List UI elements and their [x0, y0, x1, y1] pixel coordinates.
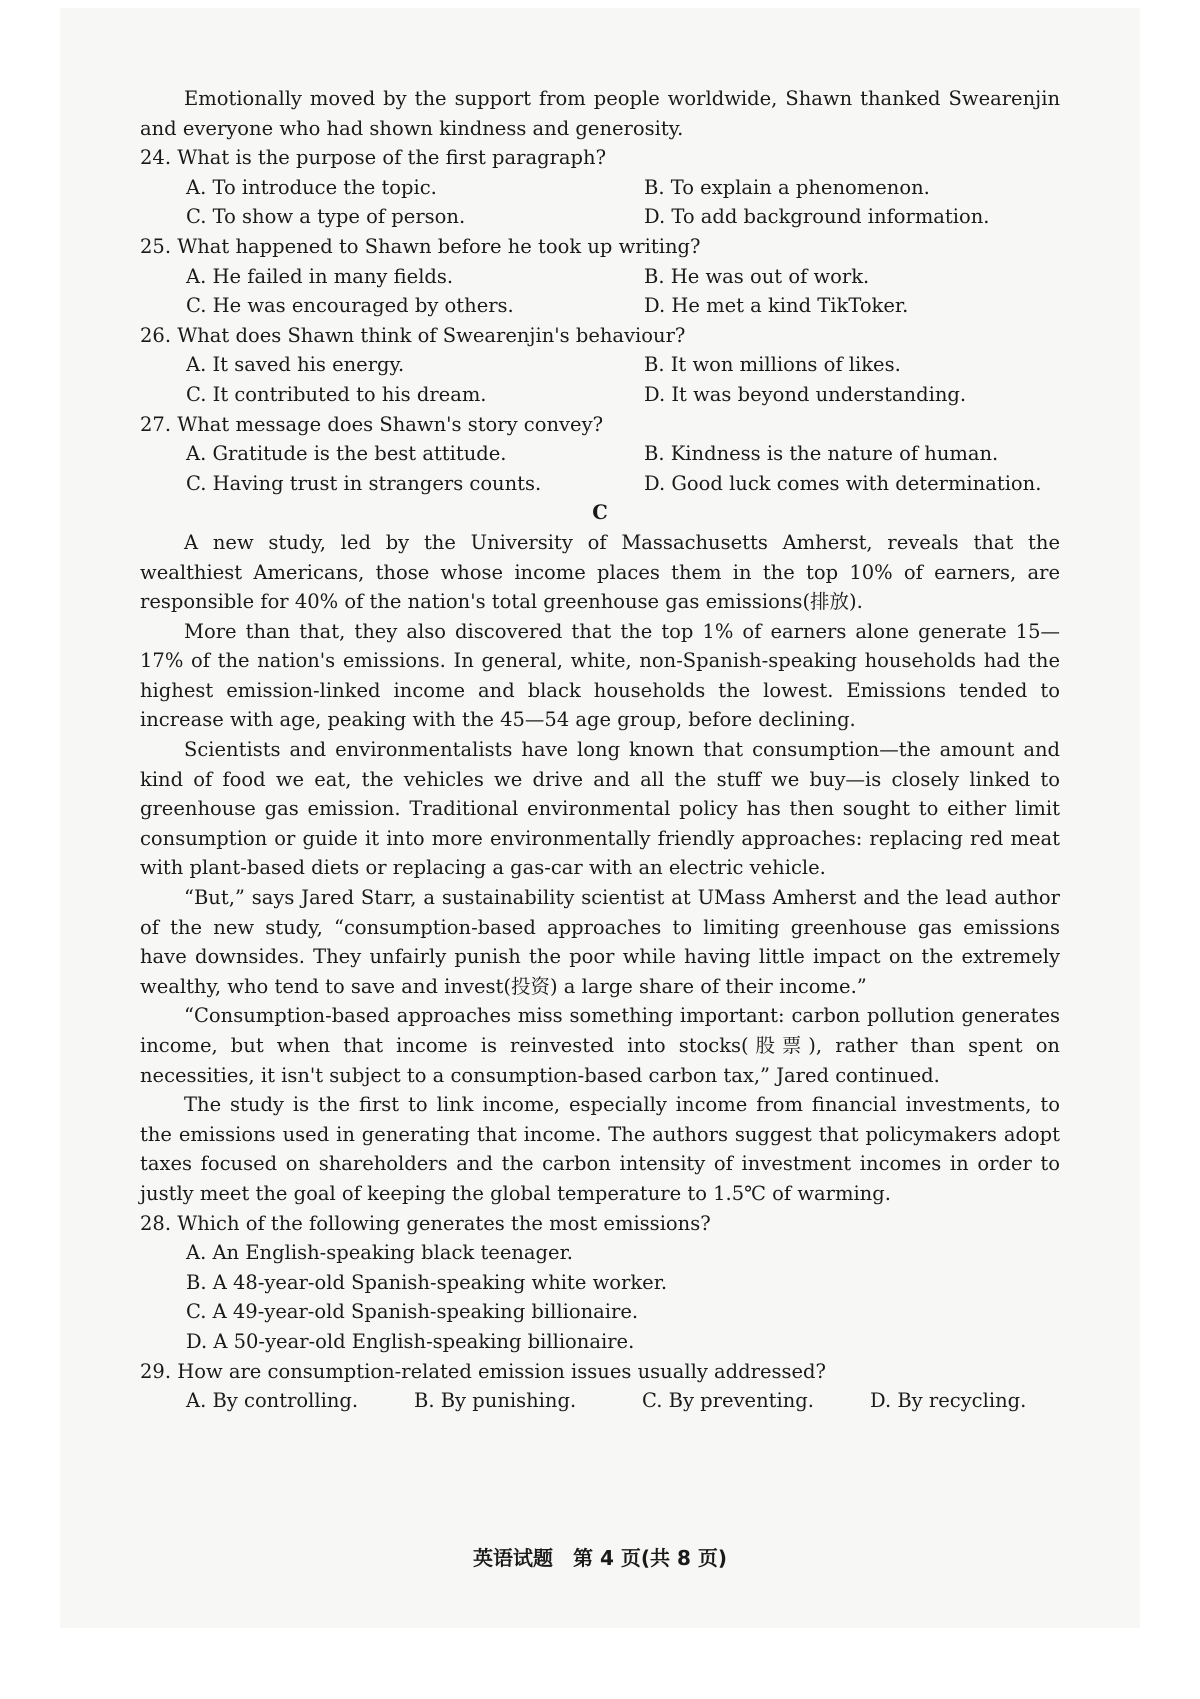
passage-paragraph-4: “But,” says Jared Starr, a sustainability scientist at UMass Amherst and the lead author of the new study, “consumption-based approaches to limiting greenhouse gas emissions have downsides. They unfairly punish the poor while having little impact on the extremely wealthy, who tend to save and invest(投资) a large share of their income.”	[140, 886, 1060, 998]
option-b: B. He was out of work.	[644, 264, 870, 288]
section-heading: C	[592, 501, 608, 525]
option-d: D. By recycling.	[870, 1389, 1027, 1413]
option-a: A. By controlling.	[186, 1389, 359, 1413]
passage-paragraph-6: The study is the first to link income, especially income from financial investments, to the emissions used in generating that income. The authors suggest that policymakers adopt taxes focused on shareholders and the carbon intensity of investment incomes in order to justly meet the goal of keeping the global temperature to 1.5℃ of warming.	[140, 1093, 1060, 1205]
option-b: B. Kindness is the nature of human.	[644, 442, 999, 466]
option-c: C. To show a type of person.	[186, 205, 466, 229]
option-a: A. An English-speaking black teenager.	[186, 1241, 573, 1265]
question-25	[140, 232, 1060, 321]
question-28	[140, 1209, 1060, 1357]
option-c: C. He was encouraged by others.	[186, 294, 514, 318]
option-d: D. A 50-year-old English-speaking billionaire.	[186, 1329, 635, 1353]
question-stem: 27. What message does Shawn's story convey?	[140, 412, 604, 436]
question-stem: 24. What is the purpose of the first paragraph?	[140, 146, 607, 170]
question-27	[140, 410, 1060, 499]
option-c: C. Having trust in strangers counts.	[186, 471, 542, 495]
option-a: A. Gratitude is the best attitude.	[186, 442, 507, 466]
option-b: B. By punishing.	[414, 1389, 577, 1413]
option-c: C. It contributed to his dream.	[186, 382, 487, 406]
passage-paragraph-3: Scientists and environmentalists have long known that consumption—the amount and kind of food we eat, the vehicles we drive and all the stuff we buy—is closely linked to greenhouse gas emission. Traditional environmental policy has then sought to either limit consumption or guide it into more environmentally friendly approaches: replacing red meat with plant-based diets or replacing a gas-car with an electric vehicle.	[140, 738, 1060, 880]
option-b: B. A 48-year-old Spanish-speaking white worker.	[186, 1270, 668, 1294]
option-a: A. It saved his energy.	[186, 353, 405, 377]
intro-paragraph: Emotionally moved by the support from people worldwide, Shawn thanked Swearenjin and everyone who had shown kindness and generosity.	[140, 87, 1060, 140]
passage-paragraph-1: A new study, led by the University of Massachusetts Amherst, reveals that the wealthiest Americans, those whose income places them in the top 10% of earners, are responsible for 40% of the nation's total greenhouse gas emissions(排放).	[140, 530, 1060, 614]
option-c: C. A 49-year-old Spanish-speaking billionaire.	[186, 1300, 639, 1324]
question-stem: 25. What happened to Shawn before he took up writing?	[140, 234, 701, 258]
passage-paragraph-2: More than that, they also discovered that the top 1% of earners alone generate 15—17% of the nation's emissions. In general, white, non-Spanish-speaking households had the highest emission-linked income and black households the lowest. Emissions tended to increase with age, peaking with the 45—54 age group, before declining.	[140, 619, 1060, 732]
option-d: D. Good luck comes with determination.	[644, 471, 1042, 495]
question-stem: 29. How are consumption-related emission issues usually addressed?	[140, 1359, 826, 1383]
option-a: A. He failed in many fields.	[186, 264, 454, 288]
question-24	[140, 143, 1060, 232]
question-stem: 26. What does Shawn think of Swearenjin's behaviour?	[140, 323, 686, 347]
option-a: A. To introduce the topic.	[186, 175, 437, 199]
option-d: D. He met a kind TikToker.	[644, 294, 909, 318]
page-content	[140, 84, 1060, 1416]
question-26	[140, 321, 1060, 410]
option-d: D. It was beyond understanding.	[644, 382, 967, 406]
question-29	[140, 1357, 1060, 1416]
option-d: D. To add background information.	[644, 205, 990, 229]
option-b: B. It won millions of likes.	[644, 353, 901, 377]
page-footer: 英语试题 第 4 页(共 8 页)	[473, 1546, 727, 1570]
question-stem: 28. Which of the following generates the most emissions?	[140, 1211, 711, 1235]
option-c: C. By preventing.	[642, 1389, 814, 1413]
passage-paragraph-5: “Consumption-based approaches miss something important: carbon pollution generates income, but when that income is reinvested into stocks(股票), rather than spent on necessities, it isn't subject to a consumption-based carbon tax,” Jared continued.	[140, 1004, 1060, 1087]
option-b: B. To explain a phenomenon.	[644, 175, 930, 199]
